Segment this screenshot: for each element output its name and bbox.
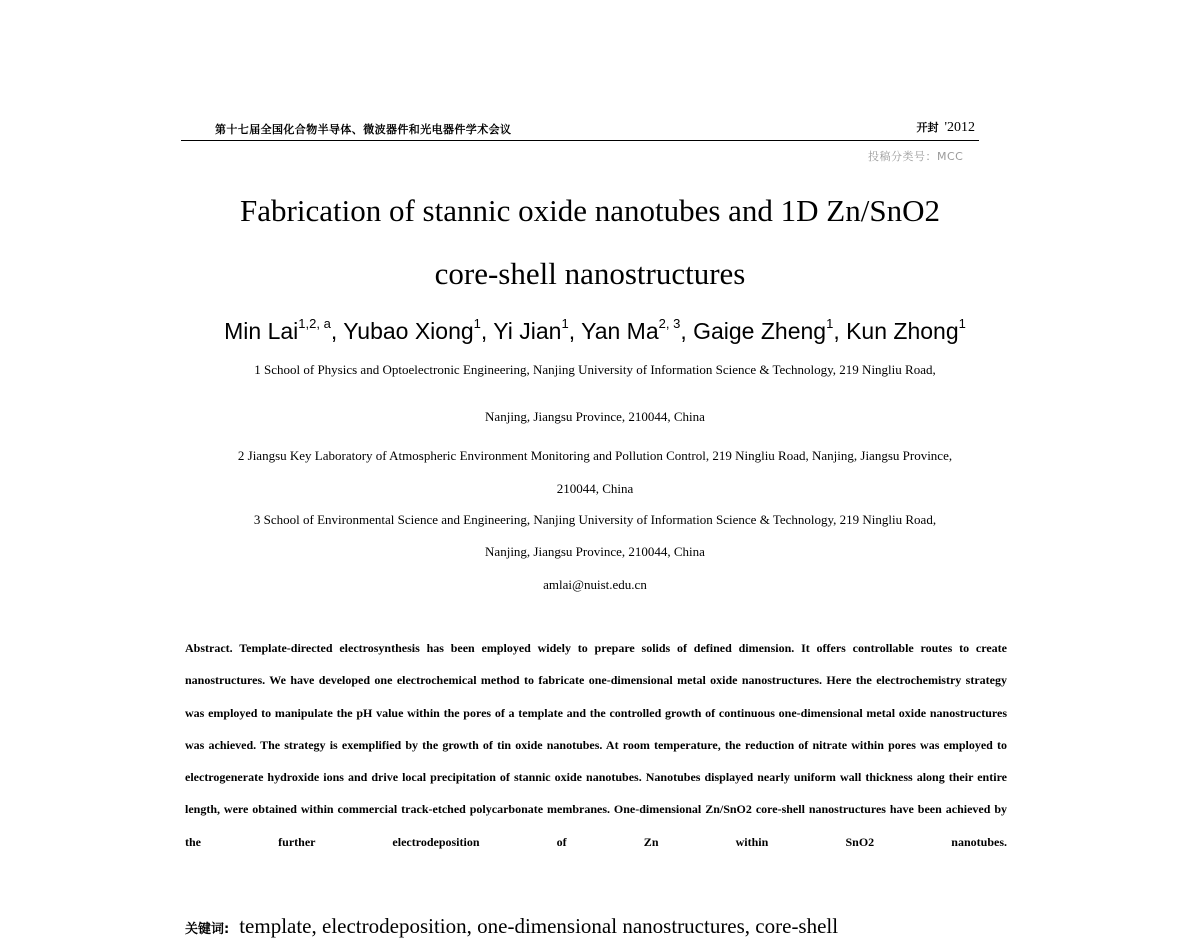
- conference-name: 第十七届全国化合物半导体、微波器件和光电器件学术会议: [215, 123, 512, 136]
- author: [493, 318, 568, 344]
- affiliation-1-line-2: Nanjing, Jiangsu Province, 210044, China: [485, 409, 705, 424]
- author-separator: ,: [833, 318, 847, 344]
- author-email: amlai@nuist.edu.cn: [543, 577, 647, 592]
- affiliation-1-line-1: 1 School of Physics and Optoelectronic Engineering, Nanjing University of Information Science & Technology, 219 Ningliu Road,: [254, 362, 936, 377]
- affiliation-2-line-2: 210044, China: [556, 481, 634, 496]
- author-name: Kun Zhong: [846, 318, 959, 344]
- author: [581, 318, 680, 344]
- author-list: [0, 315, 1190, 347]
- author-affiliation-mark: 1: [473, 316, 481, 331]
- author-affiliation-mark: 1,2, a: [298, 316, 331, 331]
- author-name: Yi Jian: [493, 318, 562, 344]
- author-separator: ,: [330, 318, 344, 344]
- paper-title-line-2: core-shell nanostructures: [434, 256, 746, 291]
- abstract: [185, 632, 1007, 858]
- abstract-text: Template-directed electrosynthesis has been employed widely to prepare solids of defined dimension. It offers controllable routes to create nanostructures. We have developed one electrochemical method to fabricate one-dimensional metal oxide nanostructures. Here the electrochemistry strategy was employed to manipulate the pH value within the pores of a template and the controlled growth of continuous one-dimensional metal oxide nanostructures was achieved. The strategy is exemplified by the growth of tin oxide nanotubes. At room temperature, the reduction of nitrate within pores was employed to electrogenerate hydroxide ions and drive local precipitation of stannic oxide nanotubes. Nanotubes displayed nearly uniform wall thickness along their entire length, were obtained within commercial track-etched polycarbonate membranes. One-dimensional Zn/SnO2 core-shell nanostructures have been achieved by the further electrodeposition of Zn within SnO2 nanotubes.: [185, 641, 1007, 849]
- author-affiliation-mark: 1: [826, 316, 834, 331]
- author-separator: ,: [680, 318, 694, 344]
- author-affiliation-mark: 1: [561, 316, 569, 331]
- author: [693, 318, 833, 344]
- conference-year: '2012: [944, 120, 975, 135]
- abstract-label: Abstract.: [185, 641, 233, 655]
- affiliation-2-line-1: 2 Jiangsu Key Laboratory of Atmospheric Environment Monitoring and Pollution Control, 219 Ningliu Road, Nanjing, Jiangsu Province,: [237, 448, 953, 463]
- author-affiliation-mark: 1: [958, 316, 966, 331]
- conference-place: 开封: [916, 121, 939, 134]
- author-affiliation-mark: 2, 3: [658, 316, 681, 331]
- author-name: Gaige Zheng: [693, 318, 827, 344]
- author-separator: ,: [568, 318, 582, 344]
- conference-place-year: [916, 119, 975, 136]
- author: [846, 318, 966, 344]
- keywords-text: template, electrodeposition, one-dimensional nanostructures, core-shell: [239, 914, 839, 938]
- author-name: Min Lai: [224, 318, 299, 344]
- affiliation-3-line-1: 3 School of Environmental Science and Engineering, Nanjing University of Information Science & Technology, 219 Ningliu Road,: [253, 512, 937, 527]
- keywords: [185, 914, 1007, 942]
- affiliation-3-line-2: Nanjing, Jiangsu Province, 210044, China: [485, 544, 705, 559]
- author-separator: ,: [480, 318, 494, 344]
- running-header: [181, 118, 979, 141]
- keywords-label: 关键词:: [185, 922, 230, 937]
- author-name: Yan Ma: [581, 318, 659, 344]
- paper-title-line-1: Fabrication of stannic oxide nanotubes and 1D Zn/SnO2: [240, 193, 940, 228]
- author-name: Yubao Xiong: [343, 318, 474, 344]
- submission-category-stamp: 投稿分类号：MCC: [868, 150, 964, 163]
- author: [224, 318, 331, 344]
- author: [343, 318, 481, 344]
